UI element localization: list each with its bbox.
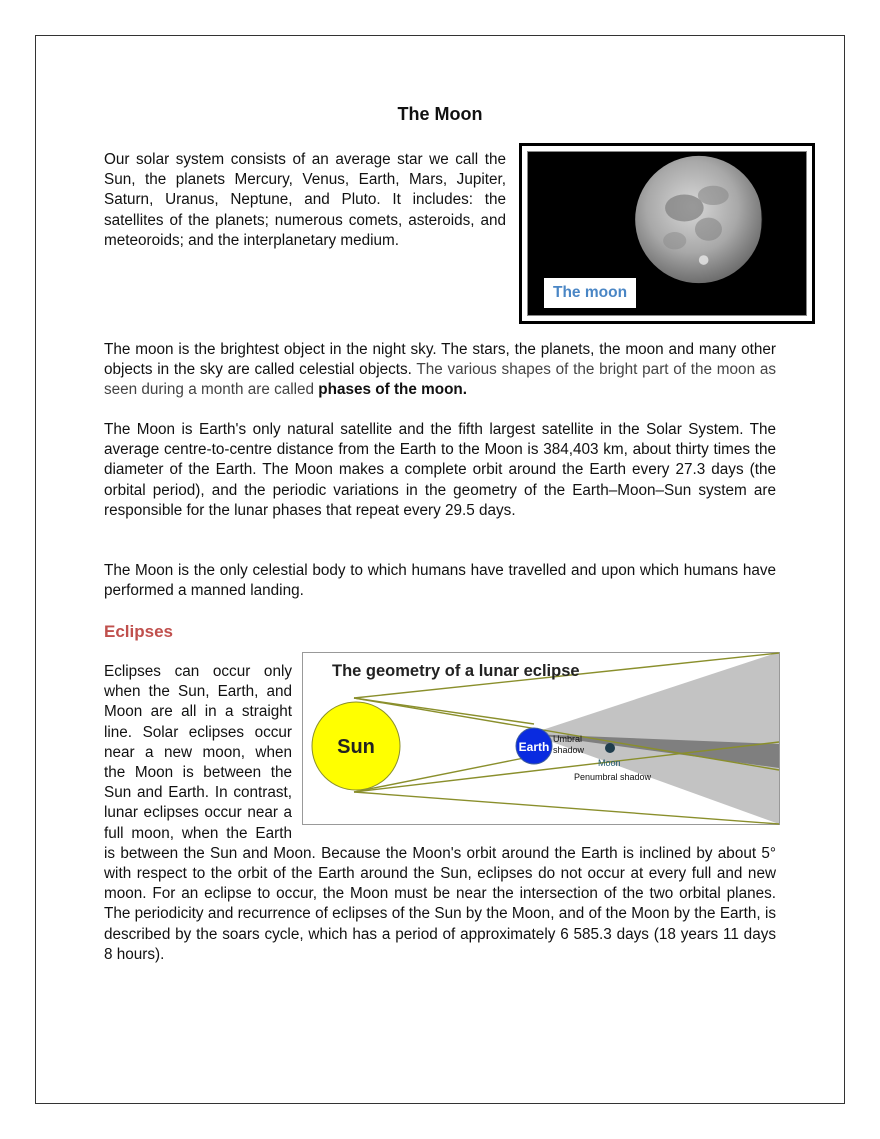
eclipses-section — [104, 662, 776, 965]
moon-disc — [635, 156, 762, 283]
moon-crater — [699, 255, 709, 265]
eclipses-paragraph: Eclipses can occur only when the Sun, Earth, and Moon are all in a straight line. Solar eclipses occur near a new moon, when the Moon is between the Sun and Earth. In contrast, lunar eclipses occur near a full moon, when the Earth is between the Sun and Moon. Because the Moon's orbit around the Earth is inclined by about 5° with respect to the orbit of the Earth around the Sun, eclipses do not occur at every full and new moon. For an eclipse to occur, the Moon must be near the intersection of the two orbital planes. The periodicity and recurrence of eclipses of the Sun by the Moon, and of the Moon by the Earth, is described by the soars cycle, which has a period of approximately 6 585.3 days (18 years 11 days 8 hours). — [104, 663, 776, 963]
moon-caption: The moon — [544, 278, 636, 308]
moon-mare — [695, 218, 722, 241]
moon-mare — [663, 232, 686, 249]
eclipses-heading: Eclipses — [104, 622, 173, 641]
intro-paragraph: Our solar system consists of an average star we call the Sun, the planets Mercury, Venus, Earth, Mars, Jupiter, Saturn, Uranus, Neptune, and Pluto. It includes: the satellites of the planets; numerous comets, asteroids, and meteoroids; and the interplanetary medium. — [104, 151, 506, 249]
umbral-label-line1: Umbral — [553, 734, 583, 744]
moon-mare — [665, 194, 704, 221]
diagram-title: The geometry of a lunar eclipse — [332, 662, 580, 680]
earth-label: Earth — [518, 740, 550, 754]
moon-icon — [605, 743, 615, 753]
moon-facts-paragraph: The Moon is Earth's only natural satellite and the fifth largest satellite in the Solar System. The average centre-to-centre distance from the Earth to the Moon is 384,403 km, about thirty times the diameter of the Earth. The Moon makes a complete orbit around the Earth every 27.3 days (the orbital period), and the periodic variations in the geometry of the Earth–Moon–Sun system are responsible for the lunar phases that repeat every 29.5 days. — [104, 421, 776, 519]
moon-brightness-paragraph — [104, 340, 776, 401]
moon-photo — [519, 143, 815, 324]
moon-mare — [698, 186, 729, 205]
page-title: The Moon — [397, 104, 483, 124]
manned-landing-paragraph: The Moon is the only celestial body to which humans have travelled and upon which humans have performed a manned landing. — [104, 562, 776, 600]
lunar-eclipse-diagram — [302, 652, 782, 828]
moon-label: Moon — [598, 758, 621, 768]
paragraph-text: The moon is the brightest object in the night sky. The stars, the planets, the moon and many other objects in the sky are called celestial objects. — [104, 341, 776, 379]
sun-label: Sun — [337, 736, 375, 758]
umbral-label-line2: shadow — [553, 745, 585, 755]
phases-term: phases of the moon. — [318, 381, 468, 399]
lunar-eclipse-figure — [302, 652, 782, 828]
penumbral-label: Penumbral shadow — [574, 772, 652, 782]
paragraph-text-muted: The various shapes of the bright part of the moon as seen during a month are called — [104, 361, 776, 399]
moon-photo-background — [527, 151, 807, 316]
